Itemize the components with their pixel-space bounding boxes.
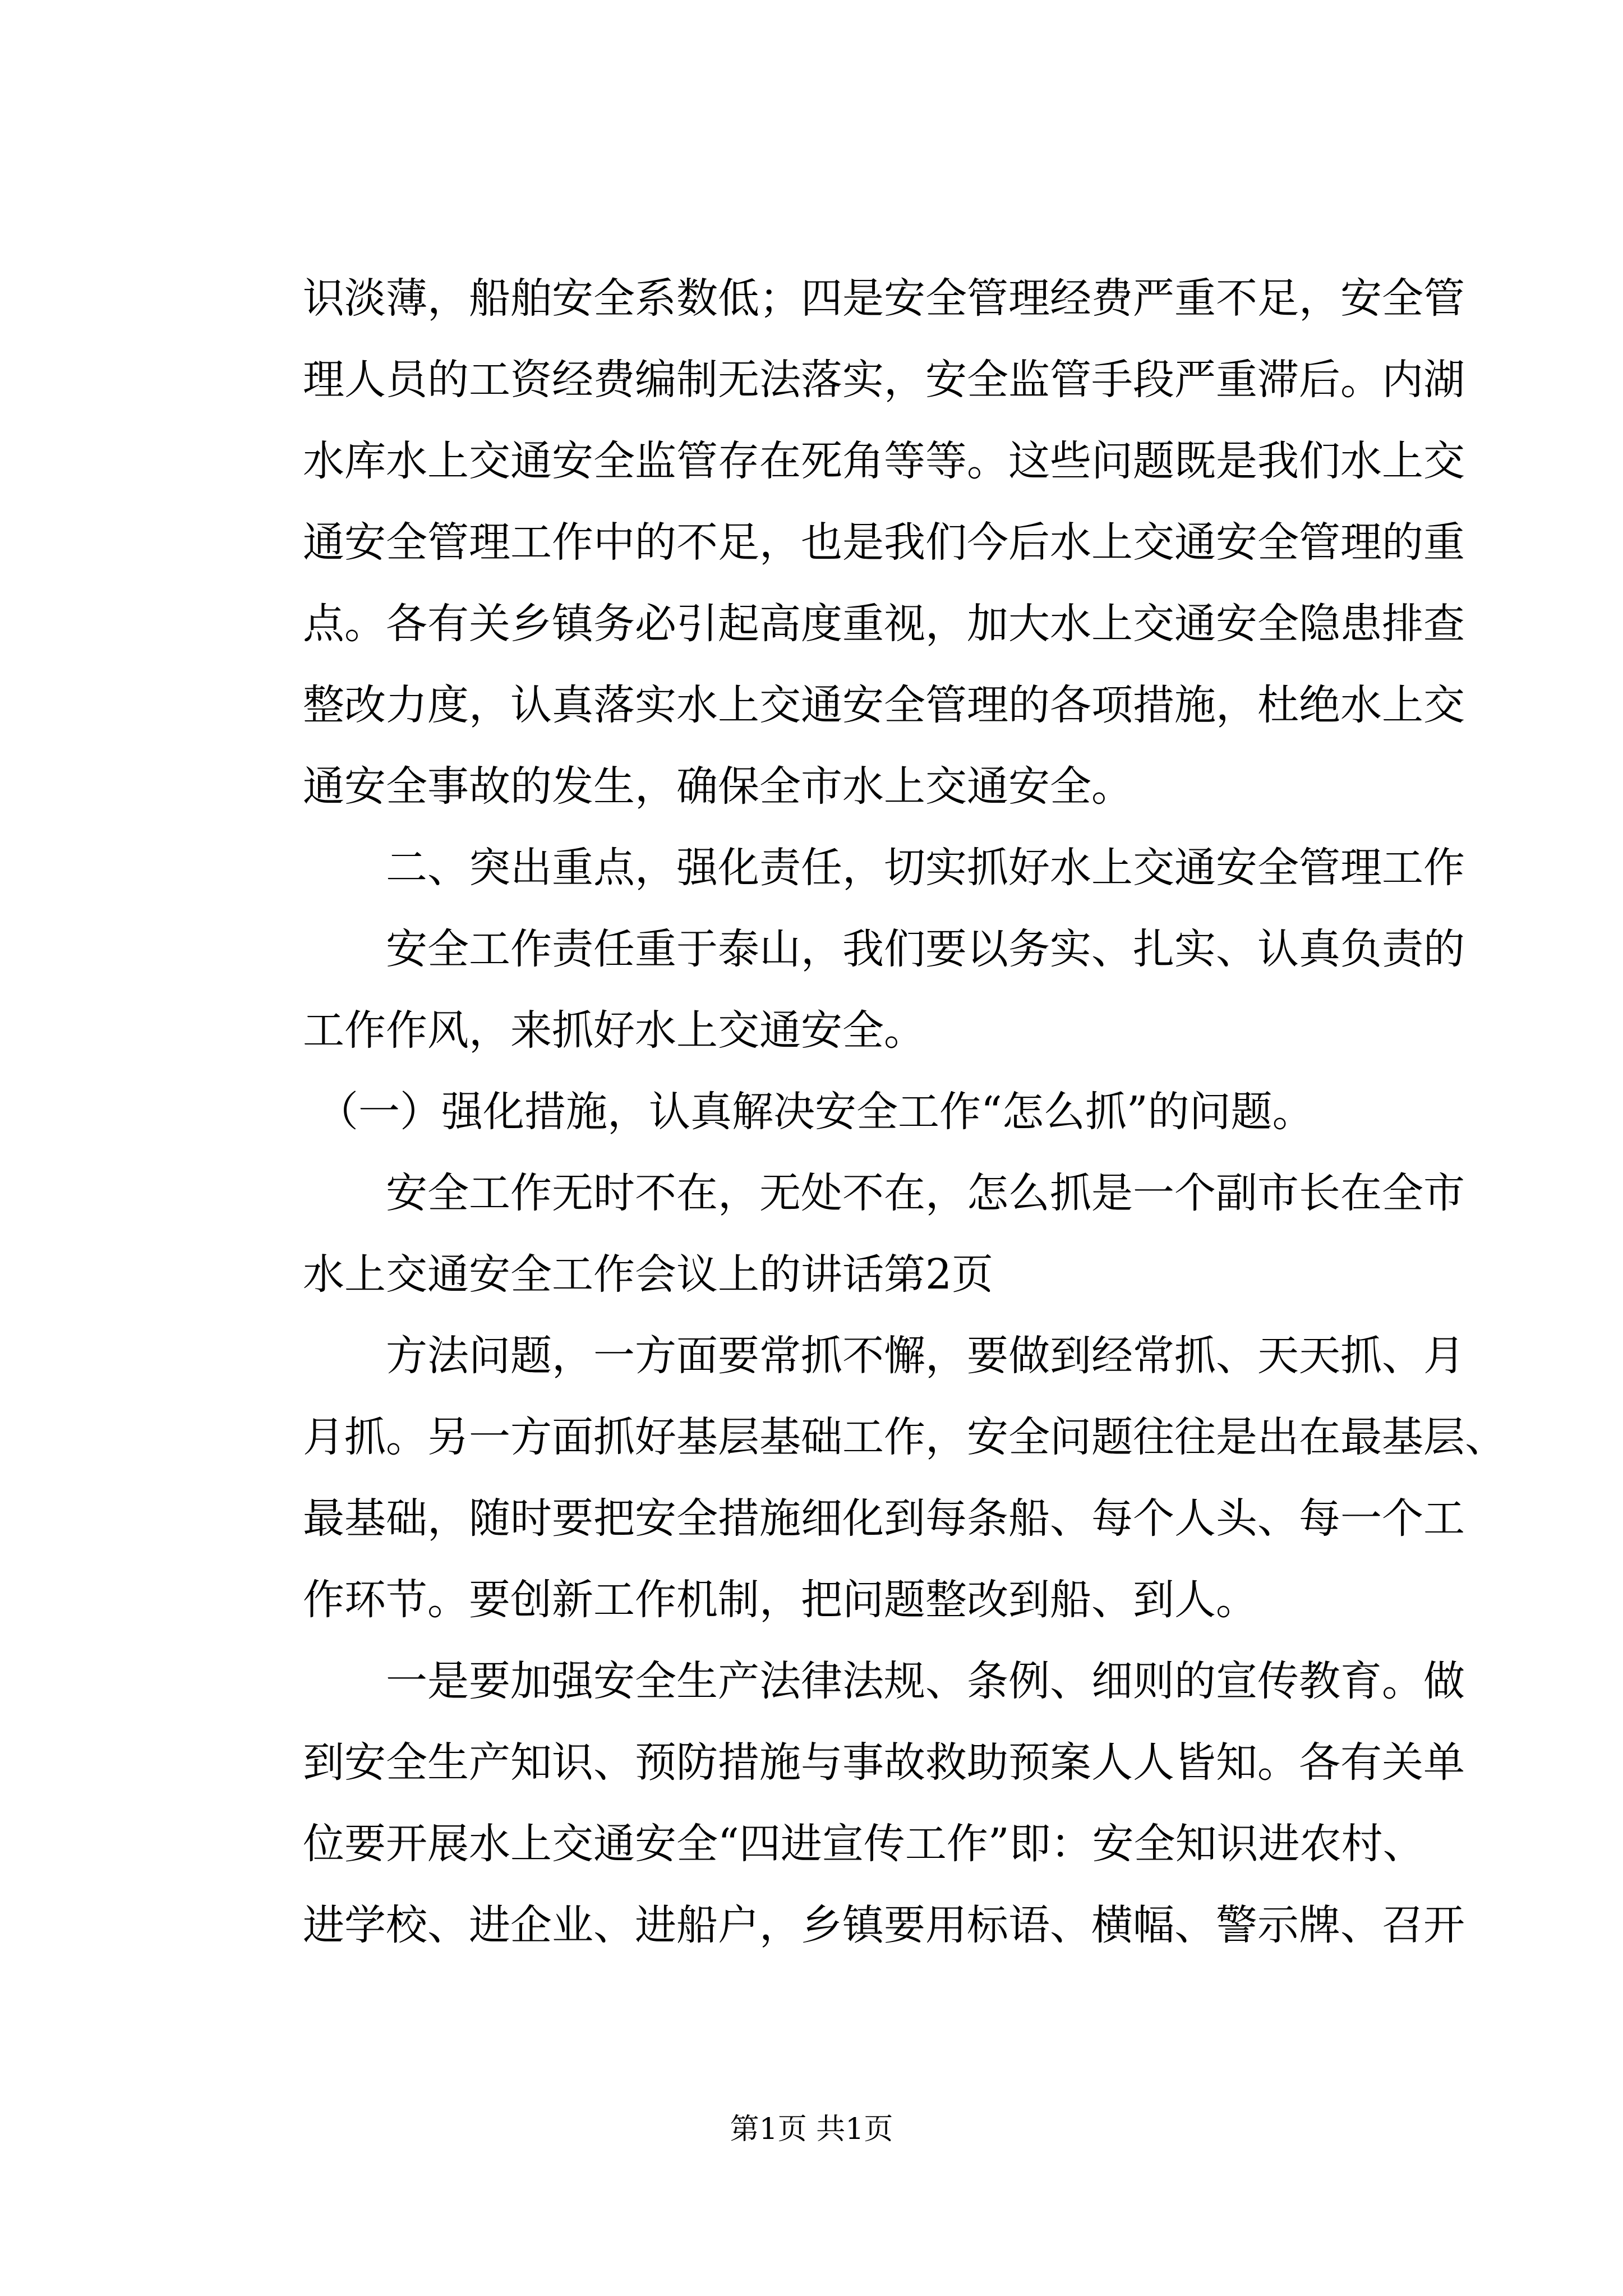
text-line: 点。各有关乡镇务必引起高度重视，加大水上交通安全隐患排查 [303,600,1465,648]
text-line: 通安全管理工作中的不足，也是我们今后水上交通安全管理的重 [303,518,1465,567]
text-line: 月抓。另一方面抓好基层基础工作，安全问题往往是出在最基层、 [303,1413,1506,1461]
text-line: 进学校、进企业、进船户，乡镇要用标语、横幅、警示牌、召开 [303,1901,1465,1949]
text-line: 理人员的工资经费编制无法落实，安全监管手段严重滞后。内湖 [303,356,1465,404]
text-line: 位要开展水上交通安全“四进宣传工作”即：安全知识进农村、 [303,1820,1424,1868]
text-line: 通安全事故的发生，确保全市水上交通安全。 [303,762,1133,811]
text-line: 到安全生产知识、预防措施与事故救助预案人人皆知。各有关单 [303,1738,1465,1787]
text-line: 水上交通安全工作会议上的讲话第2页 [303,1250,994,1299]
text-line: 工作作风，来抓好水上交通安全。 [303,1006,925,1055]
section-heading: 二、突出重点，强化责任，切实抓好水上交通安全管理工作 [386,844,1465,892]
text-line: 安全工作责任重于泰山，我们要以务实、扎实、认真负责的 [386,925,1465,973]
text-line: 识淡薄，船舶安全系数低；四是安全管理经费严重不足，安全管 [303,274,1465,323]
text-line: 最基础，随时要把安全措施细化到每条船、每个人头、每一个工 [303,1494,1465,1543]
text-line: 整改力度，认真落实水上交通安全管理的各项措施，杜绝水上交 [303,681,1465,729]
subsection-heading: （一）强化措施，认真解决安全工作“怎么抓”的问题。 [317,1088,1314,1136]
text-line: 作环节。要创新工作机制，把问题整改到船、到人。 [303,1576,1257,1624]
text-line: 方法问题，一方面要常抓不懈，要做到经常抓、天天抓、月 [386,1332,1465,1380]
page-footer: 第1页 共1页 [730,2113,893,2146]
body-text [303,258,1506,1966]
text-line: 安全工作无时不在，无处不在，怎么抓是一个副市长在全市 [386,1169,1465,1217]
text-line: 一是要加强安全生产法律法规、条例、细则的宣传教育。做 [386,1657,1465,1705]
text-line: 水库水上交通安全监管存在死角等等。这些问题既是我们水上交 [303,437,1465,485]
